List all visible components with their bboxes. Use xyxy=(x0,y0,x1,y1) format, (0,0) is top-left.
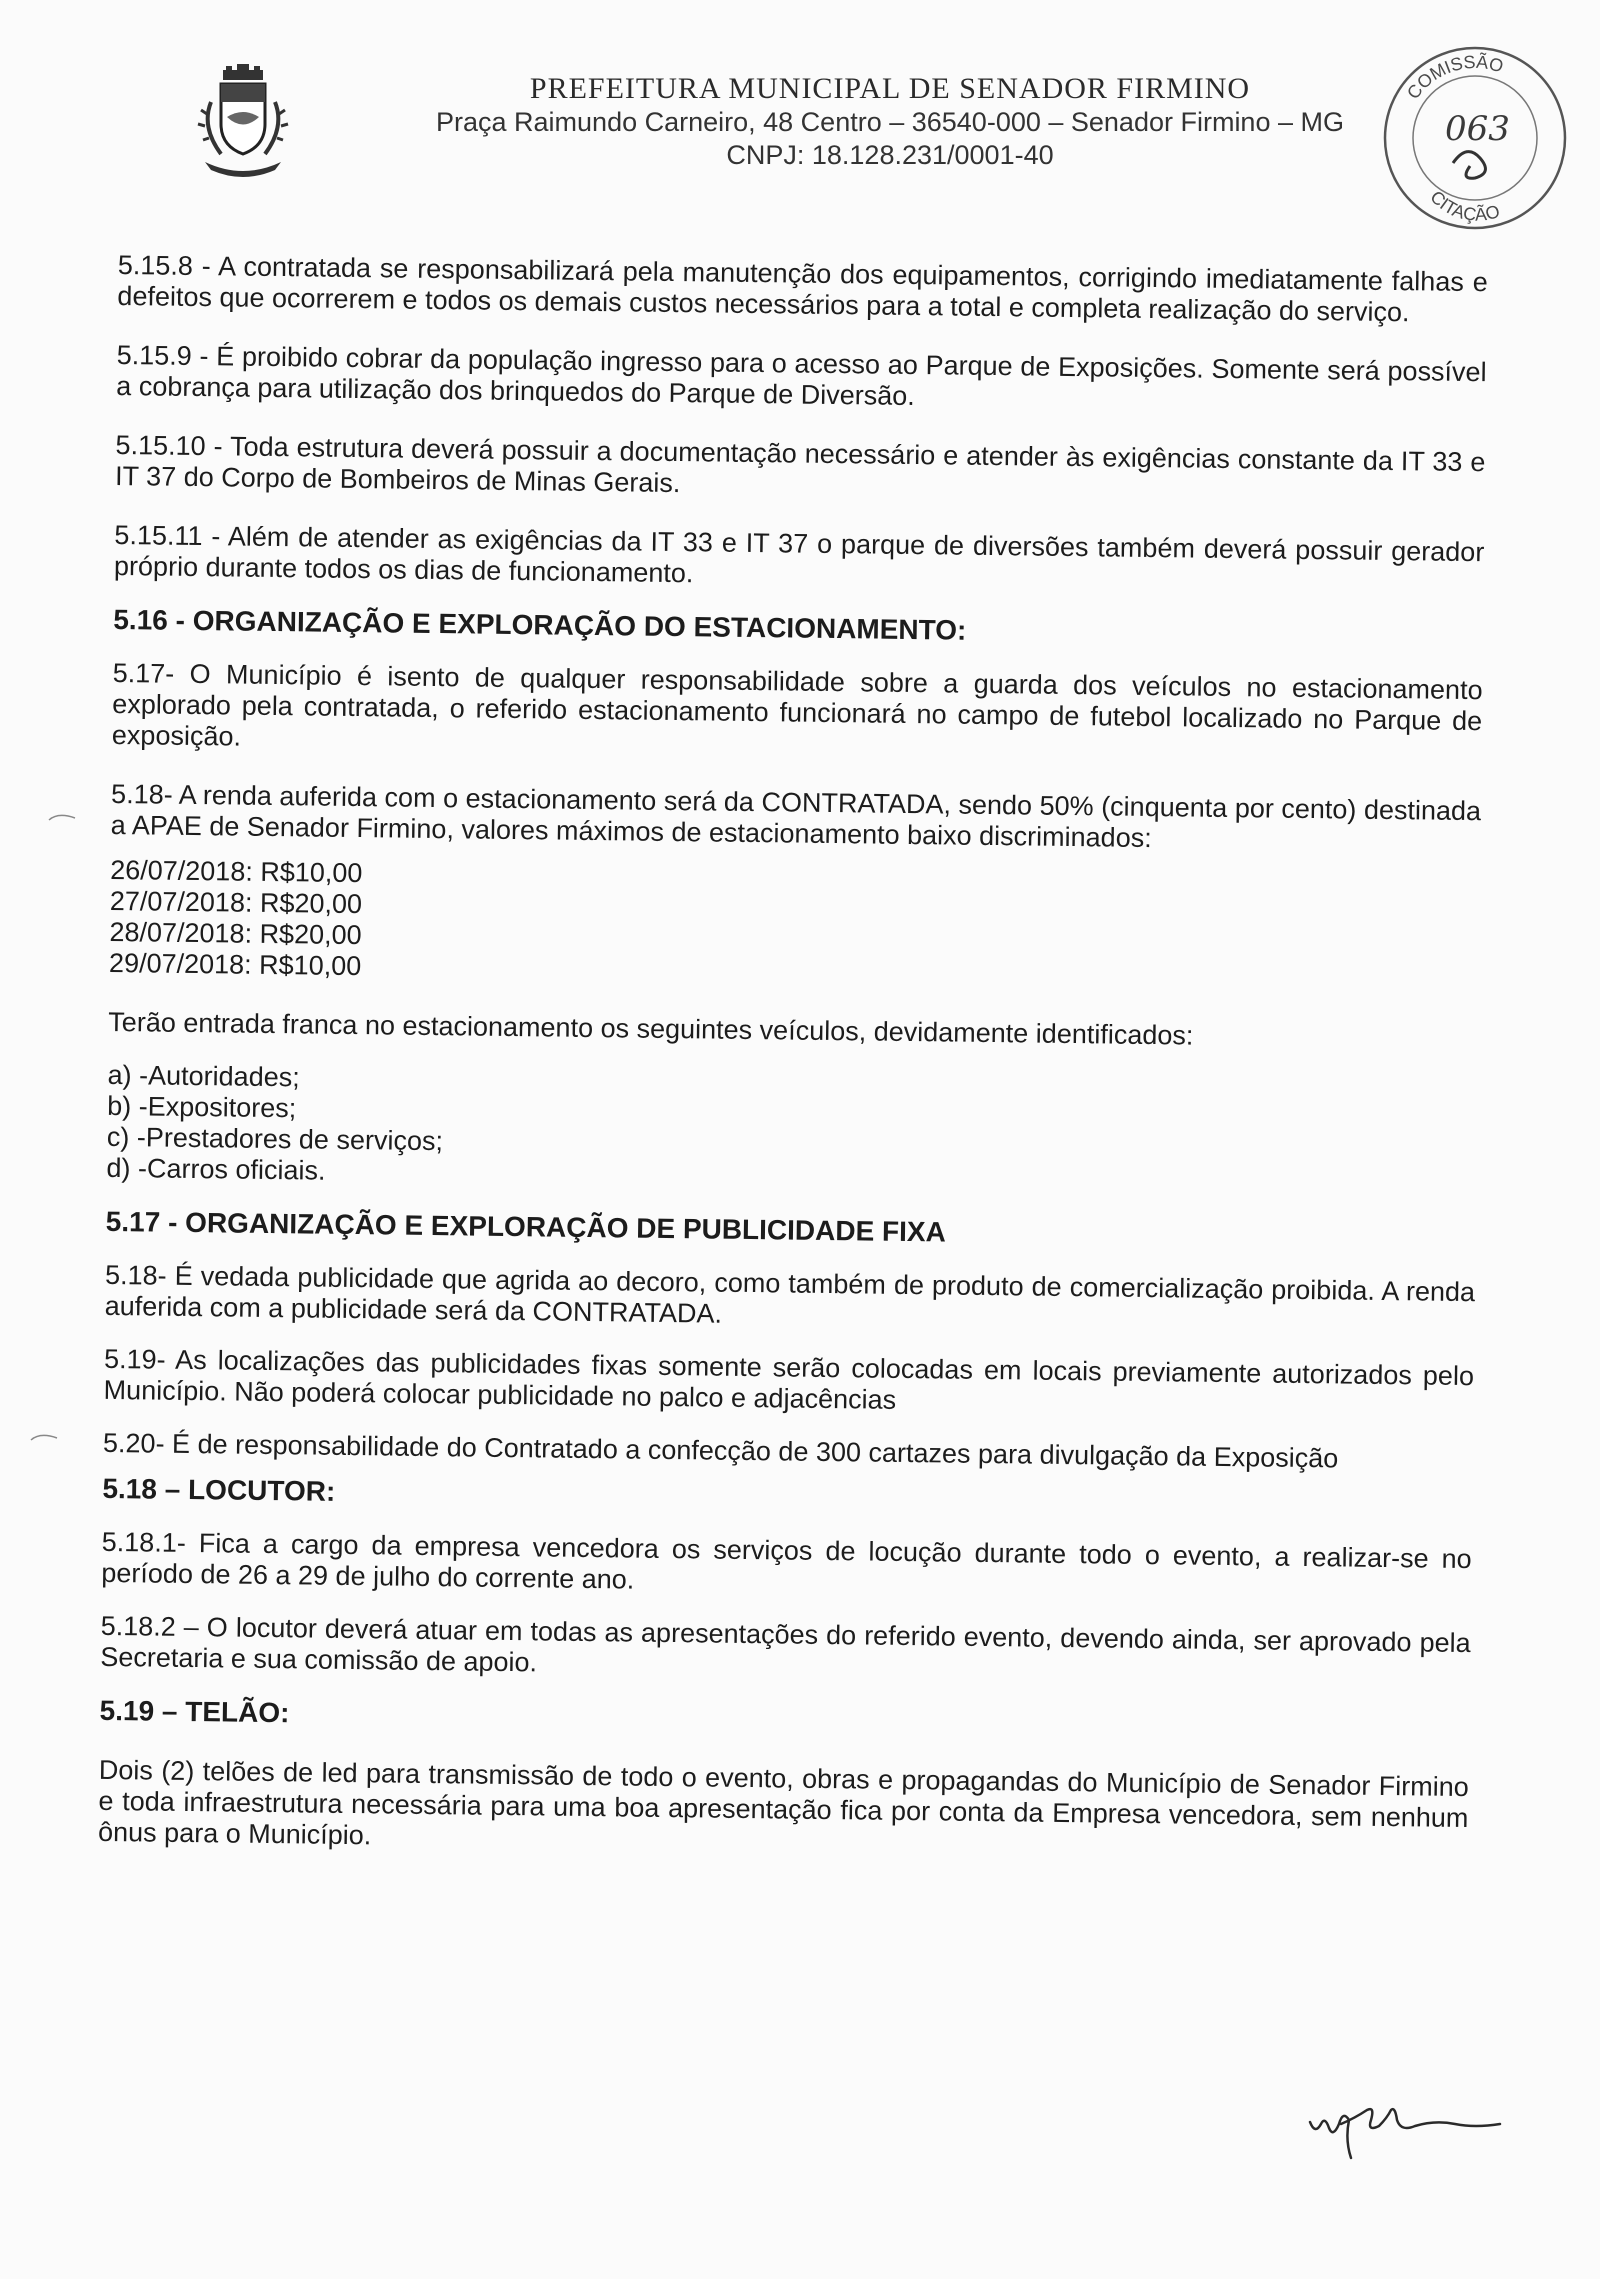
free-entry-intro: Terão entrada franca no estacionamento os seguintes veículos, devidamente identificados: xyxy=(108,1006,1194,1051)
clause-5-18-2: 5.18.2 – O locutor deverá atuar em todas as apresentações do referido evento, devendo ainda, ser aprovado pela Secretaria e sua comissão de apoio. xyxy=(100,1610,1471,1678)
free-entry-item: b) -Expositores; xyxy=(107,1090,297,1124)
price-line: 27/07/2018: R$20,00 xyxy=(109,885,363,920)
price-line: 28/07/2018: R$20,00 xyxy=(109,916,362,951)
stamp-page-number: 063 xyxy=(1445,109,1510,149)
stamp-top-text: COMISSÃO xyxy=(1402,51,1506,103)
letterhead-cnpj: CNPJ: 18.128.231/0001-40 xyxy=(726,140,1054,170)
letterhead-title: PREFEITURA MUNICIPAL DE SENADOR FIRMINO xyxy=(529,72,1251,105)
clause-5-15-8: 5.15.8 - A contratada se responsabilizará pela manutenção dos equipamentos, corrigindo imediatamente falhas e defeitos que ocorrerem e todos os demais custos necessários para a total e completa realização do serviço. xyxy=(117,250,1488,328)
clause-5-15-11: 5.15.11 - Além de atender as exigências da IT 33 e IT 37 o parque de diversões também deverá possuir gerador próprio durante todos os dias de funcionamento. xyxy=(113,519,1485,589)
section-heading-5-19: 5.19 – TELÃO: xyxy=(99,1694,290,1729)
free-entry-item: d) -Carros oficiais. xyxy=(106,1152,326,1186)
section-heading-5-18: 5.18 – LOCUTOR: xyxy=(102,1472,336,1507)
free-entry-item: c) -Prestadores de serviços; xyxy=(106,1121,444,1157)
commission-stamp xyxy=(1375,38,1575,238)
clause-5-18: 5.18- A renda auferida com o estacionamento será da CONTRATADA, sendo 50% (cinquenta por cento) destinada a APAE de Senador Firmino, valores máximos de estacionamento baixo discriminados: xyxy=(110,778,1482,854)
section-heading-5-17: 5.17 - ORGANIZAÇÃO E EXPLORAÇÃO DE PUBLICIDADE FIXA xyxy=(105,1205,947,1248)
clause-5-18-1: 5.18.1- Fica a cargo da empresa vencedora os serviços de locução durante todo o evento, a realizar-se no período de 26 a 29 de julho do corrente ano. xyxy=(101,1526,1472,1595)
clause-5-17: 5.17- O Município é isento de qualquer responsabilidade sobre a guarda dos veículos no estacionamento explorado pela contratada, o referido estacionamento funcionará no campo de futebol localizado no Parque de exposição. xyxy=(111,657,1483,752)
section-heading-5-16: 5.16 - ORGANIZAÇÃO E EXPLORAÇÃO DO ESTACIONAMENTO: xyxy=(113,603,967,646)
clause-telao: Dois (2) telões de led para transmissão de todo o evento, obras e propagandas do Município de Senador Firmino e toda infraestrutura necessária para uma boa apresentação fica por conta da Empresa vencedora, sem nenhum ônus para o Município. xyxy=(97,1754,1469,1851)
price-line: 29/07/2018: R$10,00 xyxy=(108,947,362,982)
clause-5-19: 5.19- As localizações das publicidades fixas somente serão colocadas em locais previamente autorizados pelo Município. Não poderá colocar publicidade no palco e adjacências xyxy=(103,1343,1475,1415)
letterhead-address: Praça Raimundo Carneiro, 48 Centro – 36540-000 – Senador Firmino – MG xyxy=(436,107,1344,137)
signature xyxy=(1305,2080,1505,2170)
letterhead xyxy=(390,72,1390,172)
coat-of-arms-icon xyxy=(193,62,293,182)
free-entry-item: a) -Autoridades; xyxy=(107,1059,300,1093)
clause-5-15-9: 5.15.9 - É proibido cobrar da população ingresso para o acesso ao Parque de Exposições. Somente será possível a cobrança para utilização dos brinquedos do Parque de Diversão. xyxy=(116,339,1487,412)
clause-5-18-publicity: 5.18- É vedada publicidade que agrida ao decoro, como também de produto de comercialização proibida. A renda auferida com a publicidade será da CONTRATADA. xyxy=(104,1259,1476,1329)
margin-mark xyxy=(48,812,76,822)
margin-mark xyxy=(30,1432,58,1442)
clause-5-20: 5.20- É de responsabilidade do Contratado a confecção de 300 cartazes para divulgação da Exposição xyxy=(102,1427,1339,1474)
price-line: 26/07/2018: R$10,00 xyxy=(110,854,363,889)
stamp-bottom-text: CITAÇÃO xyxy=(1426,186,1502,225)
document-body xyxy=(98,250,1488,1865)
clause-5-15-10: 5.15.10 - Toda estrutura deverá possuir a documentação necessário e atender às exigências constante da IT 33 e IT 37 do Corpo de Bombeiros de Minas Gerais. xyxy=(114,429,1486,499)
